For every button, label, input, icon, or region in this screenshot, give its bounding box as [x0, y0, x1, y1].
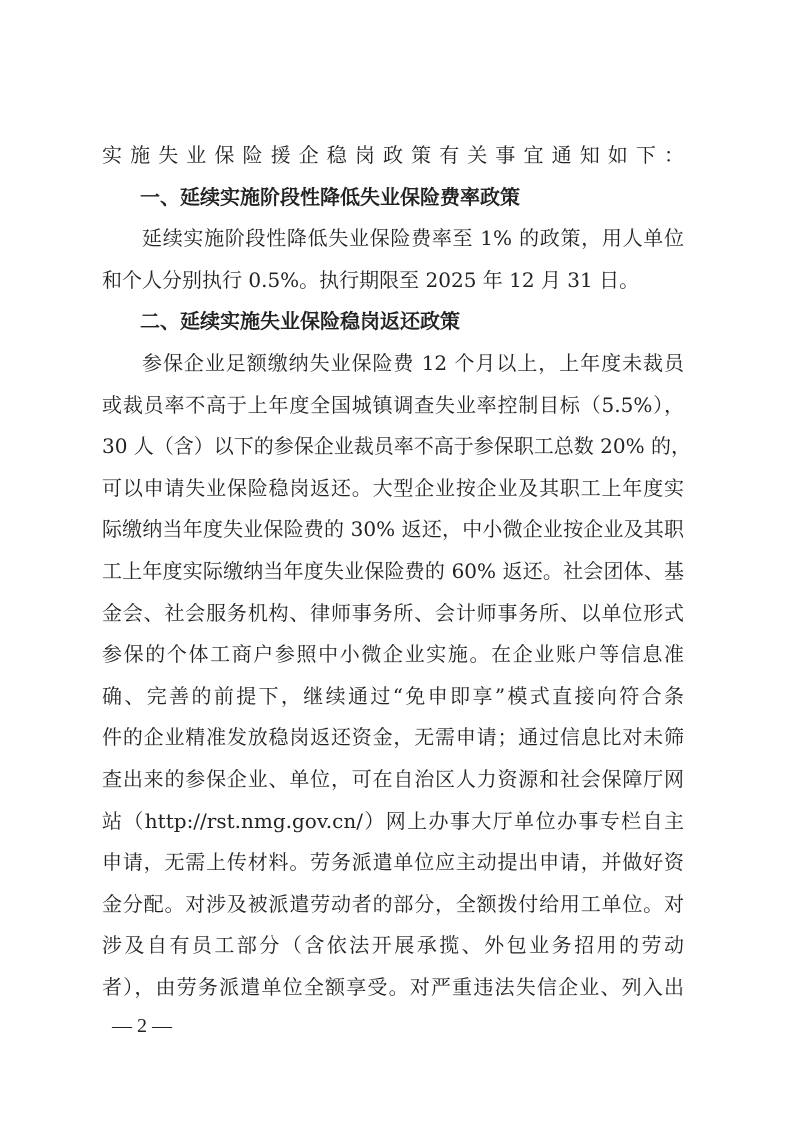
body-text-line: 际缴纳当年度失业保险费的 30% 返还，中小微企业按企业及其职	[102, 517, 684, 542]
body-text-line: 申请，无需上传材料。劳务派遣单位应主动提出申请，并做好资	[102, 850, 684, 875]
body-text-line: 查出来的参保企业、单位，可在自治区人力资源和社会保障厅网	[102, 767, 684, 791]
body-text-line: 延续实施阶段性降低失业保险费率至 1% 的政策，用人单位	[142, 226, 684, 251]
body-text-line: 涉及自有员工部分（含依法开展承揽、外包业务招用的劳动	[102, 933, 684, 958]
section-heading-1: 一、延续实施阶段性降低失业保险费率政策	[140, 184, 520, 209]
body-text-line: 参保企业足额缴纳失业保险费 12 个月以上，上年度未裁员	[142, 351, 684, 375]
body-text-line: 站（http://rst.nmg.gov.cn/）网上办事大厅单位办事专栏自主	[102, 808, 684, 833]
body-text-line: 30 人（含）以下的参保企业裁员率不高于参保职工总数 20% 的，	[102, 434, 691, 459]
body-text-line: 或裁员率不高于上年度全国城镇调查失业率控制目标（5.5%），	[102, 392, 684, 417]
body-text-line: 者），由劳务派遣单位全额享受。对严重违法失信企业、列入出	[102, 975, 684, 999]
body-text-line: 金分配。对涉及被派遣劳动者的部分，全额拨付给用工单位。对	[102, 891, 684, 916]
body-text-line: 件的企业精准发放稳岗返还资金，无需申请；通过信息比对未筛	[102, 725, 684, 750]
body-text-line: 实施失业保险援企稳岗政策有关事宜通知如下：	[102, 143, 684, 167]
section-heading-2: 二、延续实施失业保险稳岗返还政策	[140, 309, 460, 334]
body-text-line: 确、完善的前提下，继续通过“免申即享”模式直接向符合条	[102, 683, 684, 708]
body-text-line: 和个人分别执行 0.5%。执行期限至 2025 年 12 月 31 日。	[102, 267, 640, 292]
page-number: — 2 —	[112, 1015, 172, 1037]
body-text-line: 参保的个体工商户参照中小微企业实施。在企业账户等信息准	[102, 642, 684, 667]
body-text-line: 可以申请失业保险稳岗返还。大型企业按企业及其职工上年度实	[102, 475, 684, 500]
body-text-line: 金会、社会服务机构、律师事务所、会计师事务所、以单位形式	[102, 600, 684, 625]
body-text-line: 工上年度实际缴纳当年度失业保险费的 60% 返还。社会团体、基	[102, 559, 684, 583]
